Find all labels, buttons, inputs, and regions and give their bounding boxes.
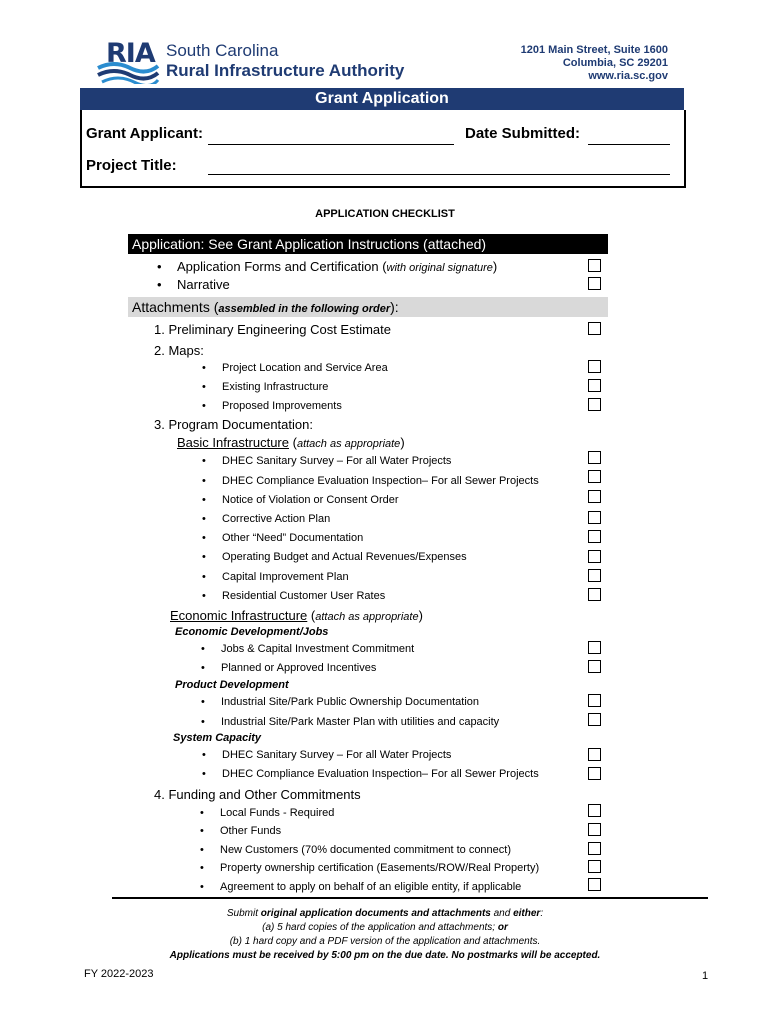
checkbox-map-location[interactable]	[588, 360, 601, 373]
basic-heading-text: Basic Infrastructure	[177, 435, 289, 450]
basic-item: • Residential Customer User Rates	[222, 590, 385, 602]
checkbox-econ-2[interactable]	[588, 660, 601, 673]
attachment-item-2: 2. Maps:	[154, 343, 204, 358]
applicant-form-box	[80, 110, 686, 188]
checkbox-funding-3[interactable]	[588, 842, 601, 855]
submit-b: original application documents and attachments	[260, 908, 491, 919]
checkbox-funding-4[interactable]	[588, 860, 601, 873]
attachment-item-3: 3. Program Documentation:	[154, 417, 313, 432]
funding-item: • Agreement to apply on behalf of an eligible entity, if applicable	[220, 881, 521, 893]
deadline-notice: Applications must be received by 5:00 pm on the due date. No postmarks will be accepted.	[169, 950, 601, 961]
submit-instructions	[0, 908, 770, 919]
checkbox-basic-8[interactable]	[588, 588, 601, 601]
checkbox-basic-3[interactable]	[588, 490, 601, 503]
econ-heading-text: Economic Infrastructure	[170, 608, 308, 623]
checkbox-basic-6[interactable]	[588, 550, 601, 563]
attachments-title: Attachments (	[132, 299, 219, 315]
checkbox-system-2[interactable]	[588, 767, 601, 780]
checkbox-cost-estimate[interactable]	[588, 322, 601, 335]
econ-dev-heading: Economic Development/Jobs	[175, 626, 329, 638]
checkbox-map-proposed[interactable]	[588, 398, 601, 411]
wave-logo-icon	[96, 58, 160, 84]
basic-item: • Corrective Action Plan	[222, 513, 330, 525]
grant-applicant-field[interactable]	[208, 143, 454, 145]
checkbox-funding-1[interactable]	[588, 804, 601, 817]
project-title-field[interactable]	[208, 173, 670, 175]
checklist-item-narrative: • Narrative	[177, 277, 230, 292]
address-block	[521, 44, 668, 83]
item-label: Application Forms and Certification (	[177, 259, 387, 274]
option-a-text: (a) 5 hard copies of the application and attachments;	[262, 922, 498, 933]
economic-infrastructure-heading: Economic Infrastructure (attach as appropriate)	[170, 608, 423, 623]
basic-note: attach as appropriate	[296, 438, 401, 450]
checkbox-basic-5[interactable]	[588, 530, 601, 543]
product-dev-heading: Product Development	[175, 679, 289, 691]
basic-item: • Other “Need” Documentation	[222, 532, 363, 544]
page-number: 1	[702, 970, 709, 982]
funding-item: • Other Funds	[220, 825, 281, 837]
funding-item: • New Customers (70% documented commitment to connect)	[220, 844, 511, 856]
org-name-line2: Rural Infrastructure Authority	[166, 61, 405, 80]
basic-infrastructure-heading: Basic Infrastructure (attach as appropriate)	[177, 435, 405, 450]
org-name-line1: South Carolina	[166, 41, 279, 60]
submit-a: Submit	[226, 908, 261, 919]
econ-note: attach as appropriate	[315, 611, 419, 623]
attachments-tail: ):	[390, 299, 399, 315]
basic-item: • Notice of Violation or Consent Order	[222, 494, 399, 506]
submit-c: and	[490, 908, 514, 919]
map-item: • Proposed Improvements	[222, 400, 342, 412]
checkbox-econ-1[interactable]	[588, 641, 601, 654]
address-website: www.ria.sc.gov	[588, 70, 668, 82]
attachment-item-4: 4. Funding and Other Commitments	[154, 787, 361, 802]
map-item: • Existing Infrastructure	[222, 381, 328, 393]
submit-option-a	[0, 922, 770, 933]
item-note: with original signature	[386, 262, 493, 274]
checkbox-system-1[interactable]	[588, 748, 601, 761]
basic-item: • DHEC Compliance Evaluation Inspection– For all Sewer Projects	[222, 475, 539, 487]
fiscal-year: FY 2022-2023	[84, 968, 154, 980]
checkbox-product-2[interactable]	[588, 713, 601, 726]
checkbox-basic-4[interactable]	[588, 511, 601, 524]
checklist-title: APPLICATION CHECKLIST	[315, 208, 455, 220]
attachments-note: assembled in the following order	[218, 303, 391, 315]
submit-e: :	[540, 908, 544, 919]
option-a-or: or	[497, 922, 508, 933]
basic-item: • Operating Budget and Actual Revenues/Expenses	[222, 551, 467, 563]
checkbox-forms[interactable]	[588, 259, 601, 272]
section-attachments-header	[128, 297, 608, 317]
product-item: • Industrial Site/Park Public Ownership Documentation	[221, 696, 479, 708]
funding-item: • Property ownership certification (Easements/ROW/Real Property)	[220, 862, 539, 874]
project-title-label: Project Title:	[86, 157, 177, 174]
system-item: • DHEC Compliance Evaluation Inspection– For all Sewer Projects	[222, 768, 539, 780]
grant-applicant-label: Grant Applicant:	[86, 125, 203, 142]
address-city: Columbia, SC 29201	[562, 57, 668, 69]
page-title: Grant Application	[80, 88, 684, 110]
date-submitted-field[interactable]	[588, 143, 670, 145]
basic-item: • Capital Improvement Plan	[222, 571, 349, 583]
product-item: • Industrial Site/Park Master Plan with utilities and capacity	[221, 716, 499, 728]
address-street: 1201 Main Street, Suite 1600	[520, 44, 668, 56]
item-tail: )	[492, 259, 498, 274]
basic-item: • DHEC Sanitary Survey – For all Water Projects	[222, 455, 451, 467]
attachment-item-1: 1. Preliminary Engineering Cost Estimate	[154, 322, 391, 337]
footer-divider	[112, 897, 708, 899]
econ-item: • Jobs & Capital Investment Commitment	[221, 643, 414, 655]
checkbox-basic-2[interactable]	[588, 470, 601, 483]
checklist-item-forms	[177, 259, 497, 274]
funding-item: • Local Funds - Required	[220, 807, 334, 819]
econ-item: • Planned or Approved Incentives	[221, 662, 376, 674]
checkbox-basic-7[interactable]	[588, 569, 601, 582]
checkbox-map-existing[interactable]	[588, 379, 601, 392]
checkbox-funding-2[interactable]	[588, 823, 601, 836]
checkbox-basic-1[interactable]	[588, 451, 601, 464]
submit-d: either	[513, 908, 541, 919]
map-item: • Project Location and Service Area	[222, 362, 388, 374]
ria-logo-text: RIA	[106, 38, 155, 69]
section-application-header: Application: See Grant Application Instructions (attached)	[128, 234, 608, 254]
system-item: • DHEC Sanitary Survey – For all Water Projects	[222, 749, 451, 761]
checkbox-product-1[interactable]	[588, 694, 601, 707]
system-capacity-heading: System Capacity	[173, 732, 262, 744]
date-submitted-label: Date Submitted:	[465, 125, 581, 142]
checkbox-narrative[interactable]	[588, 277, 601, 290]
checkbox-funding-5[interactable]	[588, 878, 601, 891]
submit-option-b: (b) 1 hard copy and a PDF version of the application and attachments.	[229, 936, 541, 947]
